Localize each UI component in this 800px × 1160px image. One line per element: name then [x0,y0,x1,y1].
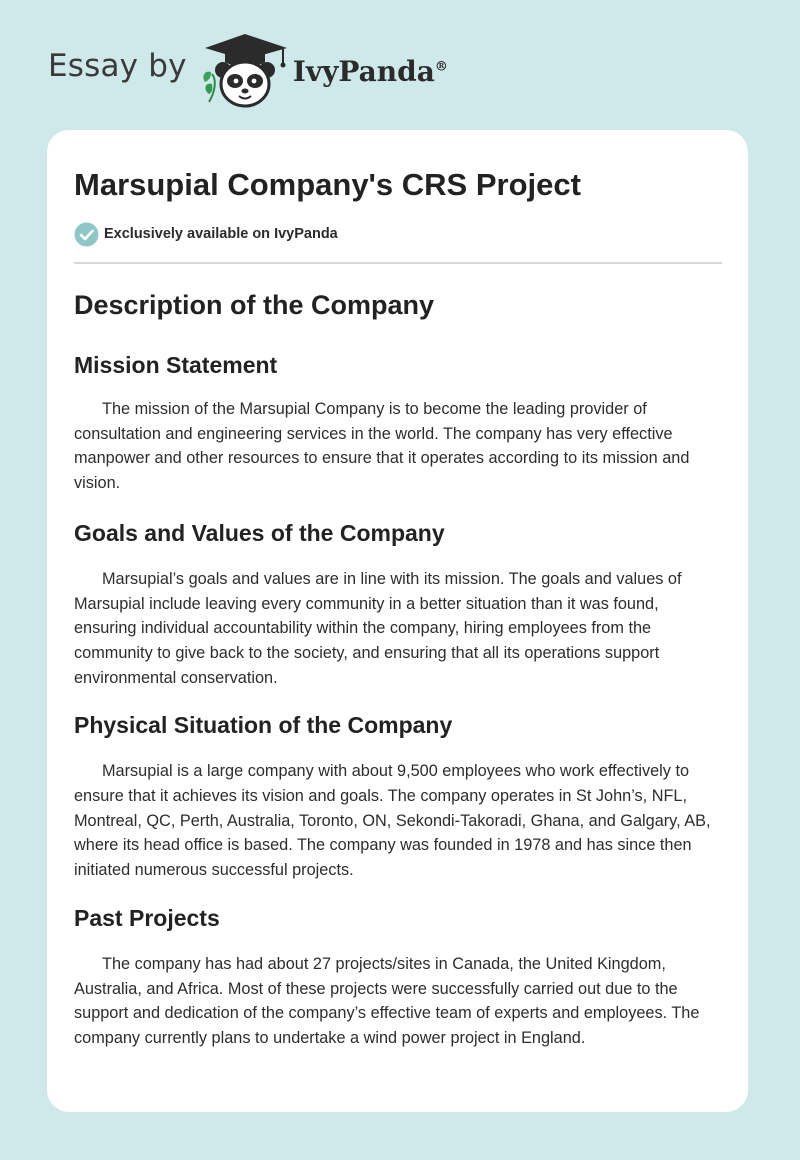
brand-name[interactable]: IvyPanda® [292,54,448,88]
paragraph-goals: Marsupial’s goals and values are in line with its mission. The goals and values of Marsupial include leaving every community in a better situation than it was found, ensuring individual accountability within the company, hiring employees from the community to give back to the society, and ensuring that all its operations support environmental conservation. [74,569,682,687]
paragraph-mission: The mission of the Marsupial Company is to become the leading provider of consultation and engineering services in the world. The company has very effective manpower and other resources to ensure that it operates according to its mission and vision. [74,400,690,493]
panda-logo-icon[interactable] [199,30,291,110]
exclusive-badge [74,221,722,247]
subsection-heading-goals: Goals and Values of the Company [74,519,445,546]
check-icon [74,222,99,247]
article-card [47,130,748,1112]
subsection-heading-mission: Mission Statement [74,352,278,378]
essay-by-label: Essay by [48,48,187,84]
paragraph-past-projects: The company has had about 27 projects/sites in Canada, the United Kingdom, Australia, and Africa. Most of these projects were successfully carried out due to the support and dedication of the company’s effective team of experts and employees. The company currently plans to undertake a wind power project in England. [74,954,700,1047]
divider [74,262,722,264]
subsection-heading-past-projects: Past Projects [74,904,220,931]
page-title: Marsupial Company's CRS Project [74,167,581,202]
section-heading: Description of the Company [74,290,435,320]
paragraph-physical: Marsupial is a large company with about 9,500 employees who work effectively to ensure that it achieves its vision and goals. The company operates in St John’s, NFL, Montreal, QC, Perth, Australia, Toronto, ON, Sekondi-Takoradi, Ghana, and Galgary, AB, where its head office is based. The company was founded in 1978 and has since then initiated numerous successful projects. [74,762,711,880]
site-header [48,30,448,110]
badge-text: Exclusively available on IvyPanda [104,226,338,242]
subsection-heading-physical: Physical Situation of the Company [74,712,453,739]
